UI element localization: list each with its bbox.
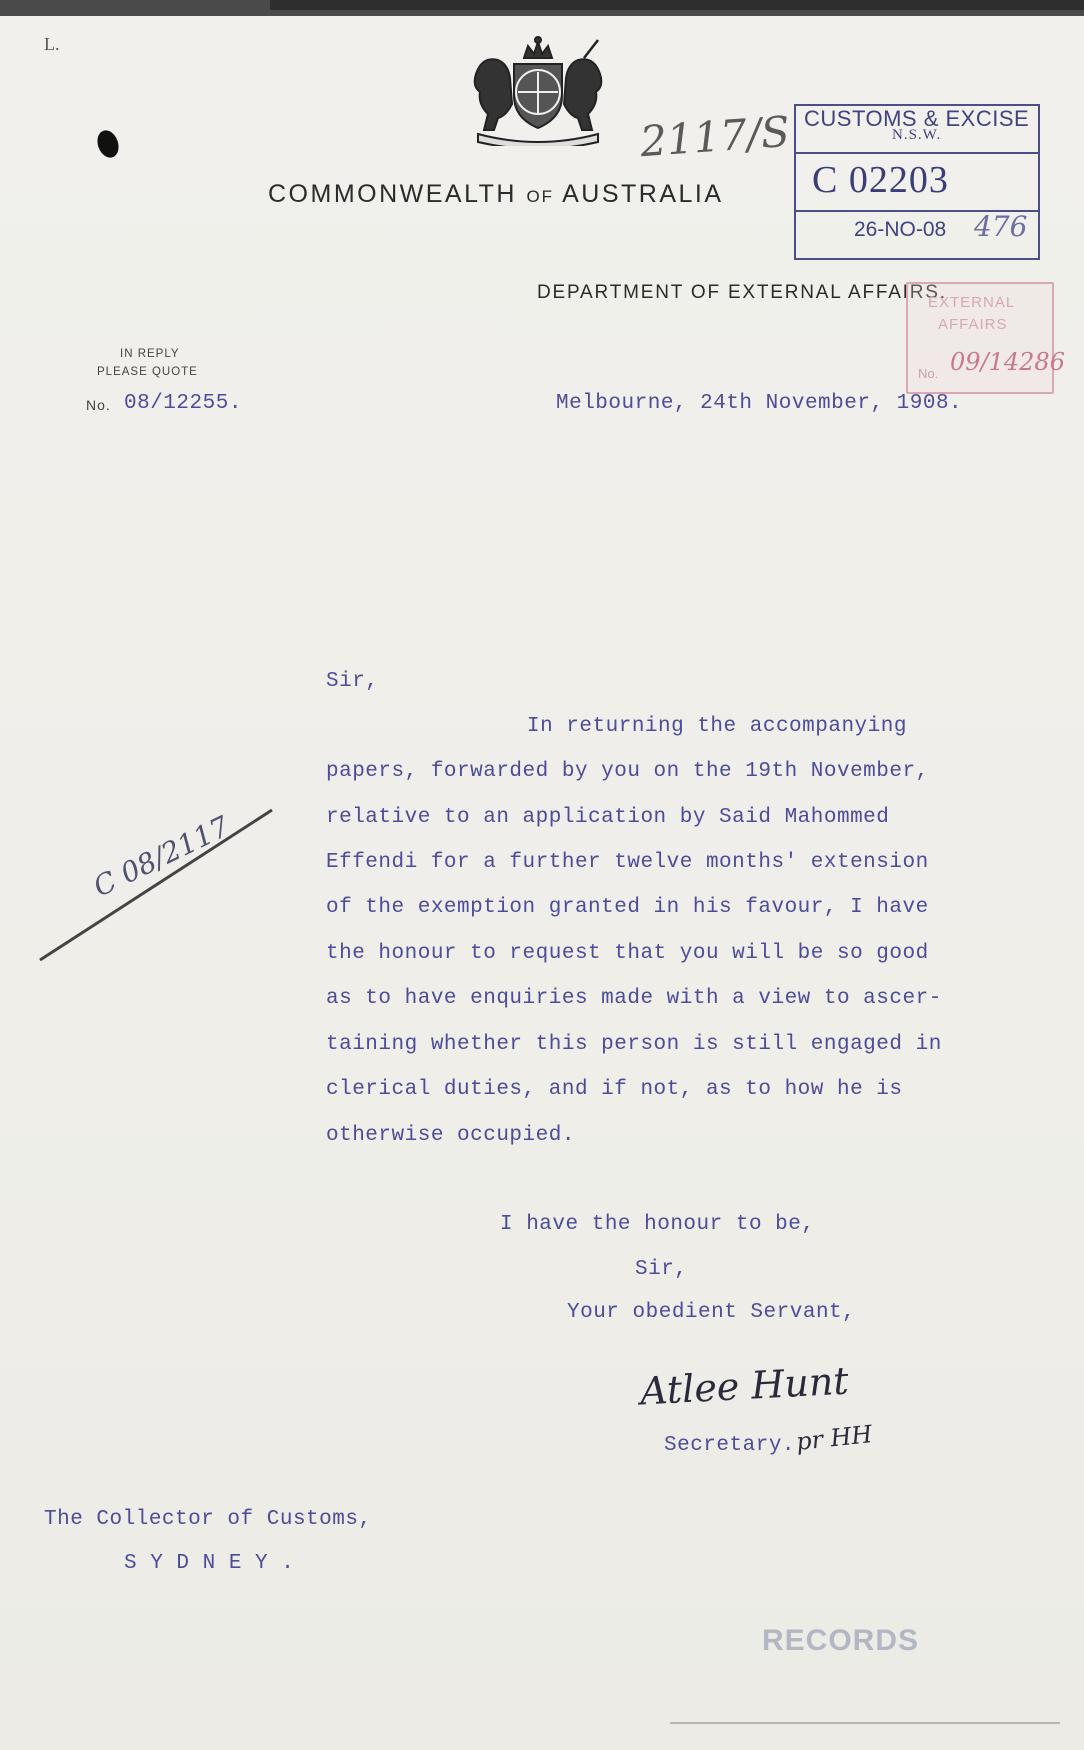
body-line: In returning the accompanying xyxy=(527,715,907,738)
body-line: as to have enquiries made with a view to ascer- xyxy=(326,987,942,1010)
per-initials: pr HH xyxy=(794,1420,874,1456)
body-line: otherwise occupied. xyxy=(326,1124,575,1147)
margin-strike-line xyxy=(36,800,276,970)
royal-coat-of-arms-icon xyxy=(458,34,618,146)
external-stamp-line1: EXTERNAL xyxy=(928,294,1016,311)
letterhead-of: OF xyxy=(526,187,555,206)
body-line: papers, forwarded by you on the 19th November, xyxy=(326,760,929,783)
letterhead-australia: AUSTRALIA xyxy=(562,180,724,208)
body-line: the honour to request that you will be so good xyxy=(326,942,929,965)
department-heading: DEPARTMENT OF EXTERNAL AFFAIRS. xyxy=(537,282,947,303)
reply-note-line1: IN REPLY xyxy=(120,348,180,360)
punch-hole xyxy=(94,127,122,160)
closing-line1: I have the honour to be, xyxy=(500,1213,815,1236)
closing-line2: Sir, xyxy=(635,1258,688,1281)
body-line: taining whether this person is still engaged in xyxy=(326,1033,942,1056)
external-stamp-no-label: No. xyxy=(918,366,939,381)
reply-no-label: No. xyxy=(86,397,111,413)
reference-number: 08/12255. xyxy=(124,392,242,415)
customs-stamp-date: 26-NO-08 xyxy=(854,218,947,241)
body-line: relative to an application by Said Mahommed xyxy=(326,806,890,829)
body-line: of the exemption granted in his favour, I have xyxy=(326,896,929,919)
customs-stamp-state: N.S.W. xyxy=(892,127,942,143)
signature: Atlee Hunt xyxy=(638,1358,850,1414)
place-date: Melbourne, 24th November, 1908. xyxy=(556,392,963,415)
margin-annotation: C 08/2117 xyxy=(88,809,235,904)
customs-stamp-code: C 02203 xyxy=(812,159,949,201)
signatory-title: Secretary. xyxy=(664,1434,796,1457)
handwritten-file-number: 2117/S xyxy=(638,106,792,167)
external-stamp-line2: AFFAIRS xyxy=(938,316,1008,333)
customs-stamp-title: CUSTOMS & EXCISE xyxy=(804,106,1030,131)
addressee-line2: S Y D N E Y . xyxy=(124,1552,295,1575)
letterhead-commonwealth: COMMONWEALTH xyxy=(268,180,517,208)
bottom-edge-line xyxy=(670,1722,1060,1724)
letterhead-title xyxy=(268,180,724,209)
body-line: Effendi for a further twelve months' extension xyxy=(326,851,929,874)
customs-excise-stamp xyxy=(794,104,1040,260)
external-stamp-number: 09/14286 xyxy=(950,348,1065,376)
reply-note-line2: PLEASE QUOTE xyxy=(97,366,198,378)
external-affairs-stamp xyxy=(906,282,1065,394)
corner-mark: L. xyxy=(44,34,60,54)
top-edge-shadow-dark xyxy=(270,0,1084,10)
salutation: Sir, xyxy=(326,670,379,693)
records-stamp: RECORDS xyxy=(762,1624,920,1657)
customs-stamp-handwritten: 476 xyxy=(974,210,1028,243)
body-line: clerical duties, and if not, as to how he is xyxy=(326,1078,903,1101)
addressee-line1: The Collector of Customs, xyxy=(44,1508,372,1531)
closing-line3: Your obedient Servant, xyxy=(567,1301,856,1324)
